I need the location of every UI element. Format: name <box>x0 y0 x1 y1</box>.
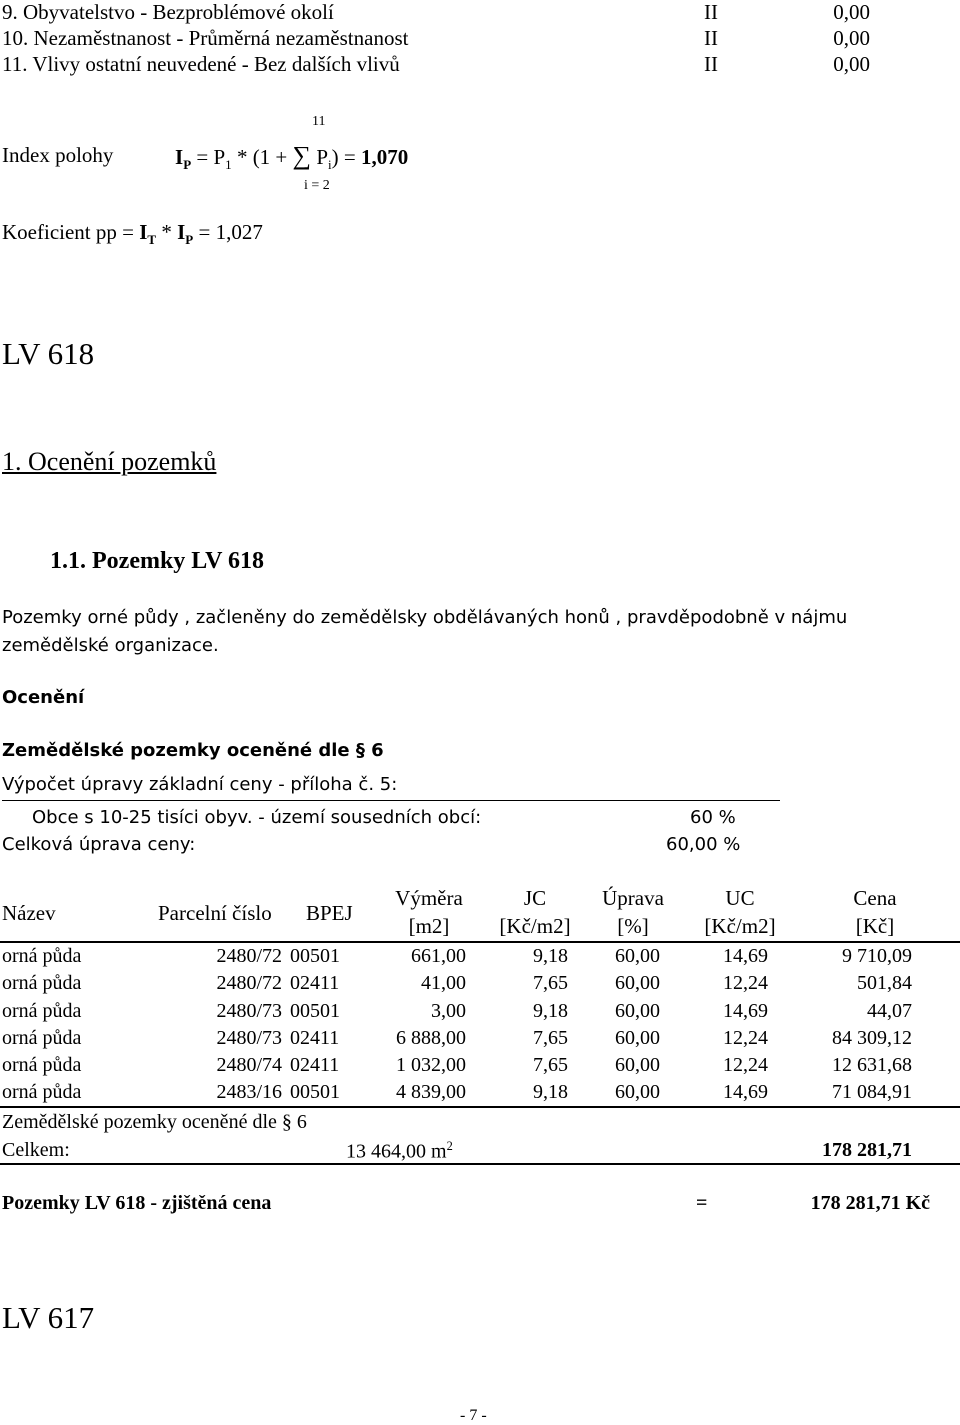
koeficient-label: Koeficient pp <box>2 220 117 244</box>
vypocet-label: Výpočet úpravy základní ceny - příloha č. 5: <box>2 774 398 795</box>
sum-upper-limit: 11 <box>312 114 326 129</box>
koeficient-formula: Koeficient pp = $I_T * I_P = 1,027$ <box>2 220 263 248</box>
index-polohy-result: 1,070 <box>360 145 409 169</box>
obce-value: 60 % <box>690 807 736 828</box>
description-line: zemědělské organizace. <box>2 635 219 656</box>
summary-label: Pozemky LV 618 - zjištěná cena <box>2 1192 272 1214</box>
factor-value: 0,00 <box>833 52 870 76</box>
celkem-label: Celkem: <box>2 1139 70 1161</box>
header-uprava: Úprava [%] <box>602 886 664 938</box>
lv617-heading: LV 617 <box>2 1300 95 1335</box>
totals-rule <box>0 1163 960 1165</box>
page-number: - 7 - <box>460 1407 487 1424</box>
factor-class: II <box>704 0 718 24</box>
celkem-area-exponent: 2 <box>446 1139 453 1153</box>
factor-value: 0,00 <box>833 26 870 50</box>
header-jc: JC [Kč/m2] <box>499 886 571 938</box>
summary-value: 178 281,71 Kč <box>810 1192 930 1214</box>
description-line: Pozemky orné půdy , začleněny do zemědělsky obdělávaných honů , pravděpodobně v nájmu <box>2 607 848 628</box>
table-body-rule <box>0 1106 960 1108</box>
celkova-label: Celková úprava ceny: <box>2 834 196 855</box>
header-cena: Cena [Kč] <box>853 886 897 938</box>
sum-lower-limit: i = 2 <box>304 178 330 193</box>
header-nazev: Název <box>2 901 56 925</box>
oceneni-heading: Ocenění <box>2 687 85 708</box>
header-parcelni: Parcelní číslo <box>158 901 272 925</box>
lv618-heading: LV 618 <box>2 336 95 371</box>
section11-heading: 1.1. Pozemky LV 618 <box>50 548 265 574</box>
vypocet-underline <box>2 800 780 801</box>
index-polohy-expression: $I_P = P_1 * (1$ + ∑ $P_i) = 1,070$ <box>175 141 409 173</box>
section1-heading: 1. Ocenění pozemků <box>2 447 217 476</box>
zem-heading: Zemědělské pozemky oceněné dle § 6 <box>2 740 384 761</box>
obce-label: Obce s 10-25 tisíci obyv. - území sousedních obcí: <box>32 807 482 828</box>
celkova-value: 60,00 % <box>666 834 741 855</box>
header-bpej: BPEJ <box>306 901 353 925</box>
factor-class: II <box>704 52 718 76</box>
celkem-price: 178 281,71 <box>822 1139 912 1161</box>
factor-value: 0,00 <box>833 0 870 24</box>
factor-label: 11. Vlivy ostatní neuvedené - Bez dalších vlivů <box>2 52 400 76</box>
header-uc: UC [Kč/m2] <box>704 886 776 938</box>
koeficient-result: 1,027 <box>215 220 263 244</box>
celkem-area: 13 464,00 $m^2$ <box>346 1139 453 1163</box>
table-header-rule <box>0 941 960 943</box>
factor-class: II <box>704 26 718 50</box>
factor-label: 9. Obyvatelstvo - Bezproblémové okolí <box>2 0 334 24</box>
header-vymera: Výměra [m2] <box>395 886 463 938</box>
table-footer-caption: Zemědělské pozemky oceněné dle § 6 <box>2 1111 307 1133</box>
summary-eq: = <box>696 1192 708 1214</box>
index-polohy-label: Index polohy <box>2 143 114 167</box>
factor-label: 10. Nezaměstnanost - Průměrná nezaměstnanost <box>2 26 409 50</box>
